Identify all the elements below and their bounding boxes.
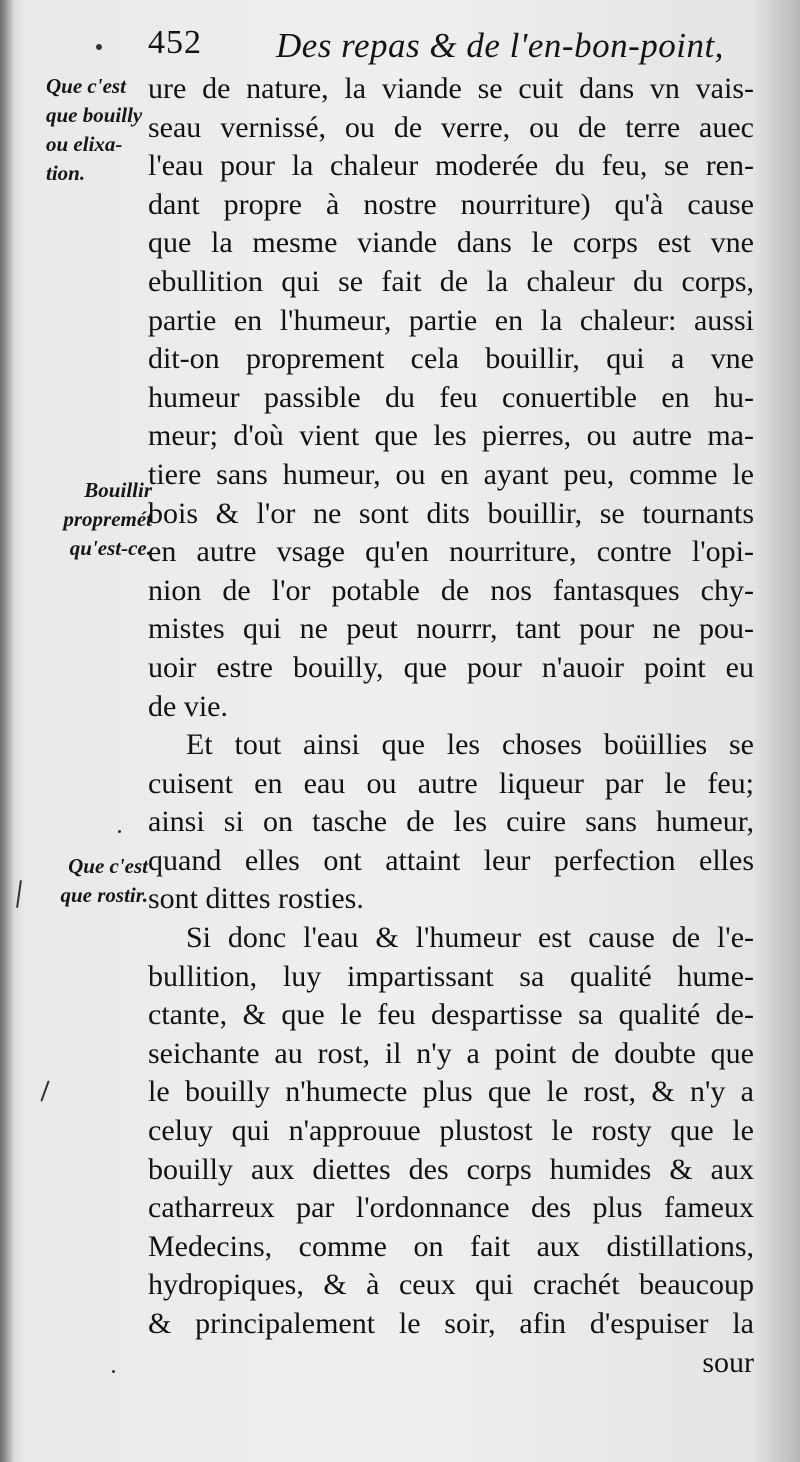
text-line: hydropiques, & à ceux qui crachét beaucoup bbox=[148, 1268, 754, 1302]
text-line: meur; d'où vient que les pierres, ou autre ma- bbox=[148, 419, 754, 453]
page-header bbox=[148, 24, 748, 70]
text-line: ainsi si on tasche de les cuire sans humeur, bbox=[148, 805, 754, 839]
text-line: & principalement le soir, afin d'espuiser la bbox=[148, 1307, 754, 1340]
margin-note-line: que rostir. bbox=[60, 883, 148, 907]
text-line: quand elles ont attaint leur perfection elles bbox=[148, 843, 754, 877]
text-line: bois & l'or ne sont dits bouillir, se tournants bbox=[148, 496, 754, 530]
text-line: nion de l'or potable de nos fantasques chy- bbox=[148, 573, 754, 607]
text-line: l'eau pour la chaleur moderée du feu, se ren- bbox=[148, 149, 754, 183]
text-line: ebullition qui se fait de la chaleur du corps, bbox=[148, 264, 754, 298]
paragraph-start-line: Si donc l'eau & l'humeur est cause de l'e- bbox=[186, 921, 754, 955]
margin-note-bouillir bbox=[44, 476, 152, 563]
text-line: dit-on proprement cela bouillir, qui a vne bbox=[148, 342, 754, 376]
catchword: sour bbox=[702, 1345, 754, 1379]
margin-note-line: Bouillir bbox=[84, 478, 152, 502]
margin-note-rostir bbox=[44, 852, 148, 910]
margin-note-line: Que c'est bbox=[68, 854, 148, 878]
text-line: uoir estre bouilly, que pour n'auoir point eu bbox=[148, 650, 754, 684]
ink-speck bbox=[112, 1370, 115, 1373]
margin-note-bouilly bbox=[46, 72, 142, 188]
page-number: 452 bbox=[148, 24, 202, 61]
text-line: Medecins, comme on fait aux distillations, bbox=[148, 1229, 754, 1263]
ink-speck bbox=[118, 830, 121, 833]
text-line: seichante au rost, il n'y a point de doubte que bbox=[148, 1036, 754, 1070]
text-line: en autre vsage qu'en nourriture, contre l'opi- bbox=[148, 535, 754, 569]
text-line: catharreux par l'ordonnance des plus fameux bbox=[148, 1191, 754, 1225]
paragraph-start-line: Et tout ainsi que les choses boüillies se bbox=[186, 728, 754, 762]
text-line: tiere sans humeur, ou en ayant peu, comme le bbox=[148, 457, 754, 491]
text-line: cuisent en eau ou autre liqueur par le feu; bbox=[148, 766, 754, 800]
text-line: de vie. bbox=[148, 689, 228, 723]
text-line: mistes qui ne peut nourrr, tant pour ne pou- bbox=[148, 612, 754, 646]
text-line: dant propre à nostre nourriture) qu'à cause bbox=[148, 187, 754, 221]
text-line: ctante, & que le feu despartisse sa qualité de- bbox=[148, 998, 754, 1032]
text-line: partie en l'humeur, partie en la chaleur: aussi bbox=[148, 303, 754, 337]
margin-note-line: tion. bbox=[46, 161, 86, 185]
margin-notes bbox=[0, 0, 160, 1462]
text-line: que la mesme viande dans le corps est vne bbox=[148, 226, 754, 260]
text-line: le bouilly n'humecte plus que le rost, & n'y a bbox=[148, 1075, 754, 1109]
running-title: Des repas & de l'en-bon-point, bbox=[276, 26, 724, 65]
margin-note-line: ou elixa- bbox=[46, 132, 123, 156]
margin-note-line: qu'est-ce. bbox=[69, 536, 152, 560]
text-line: bouilly aux diettes des corps humides & aux bbox=[148, 1152, 754, 1186]
body-text bbox=[148, 70, 754, 1382]
ink-speck bbox=[96, 44, 102, 50]
margin-note-line: Que c'est bbox=[46, 74, 126, 98]
text-line: bullition, luy impartissant sa qualité hume- bbox=[148, 959, 754, 993]
text-line: seau vernissé, ou de verre, ou de terre auec bbox=[148, 110, 754, 144]
text-line: humeur passible du feu conuertible en hu- bbox=[148, 380, 754, 414]
text-line: sont dittes rosties. bbox=[148, 882, 364, 916]
margin-note-line: propremét bbox=[63, 507, 152, 531]
margin-note-line: que bouilly bbox=[46, 103, 143, 127]
text-line: celuy qui n'approuue plustost le rosty que le bbox=[148, 1114, 754, 1148]
text-line: ure de nature, la viande se cuit dans vn vais- bbox=[148, 72, 754, 105]
